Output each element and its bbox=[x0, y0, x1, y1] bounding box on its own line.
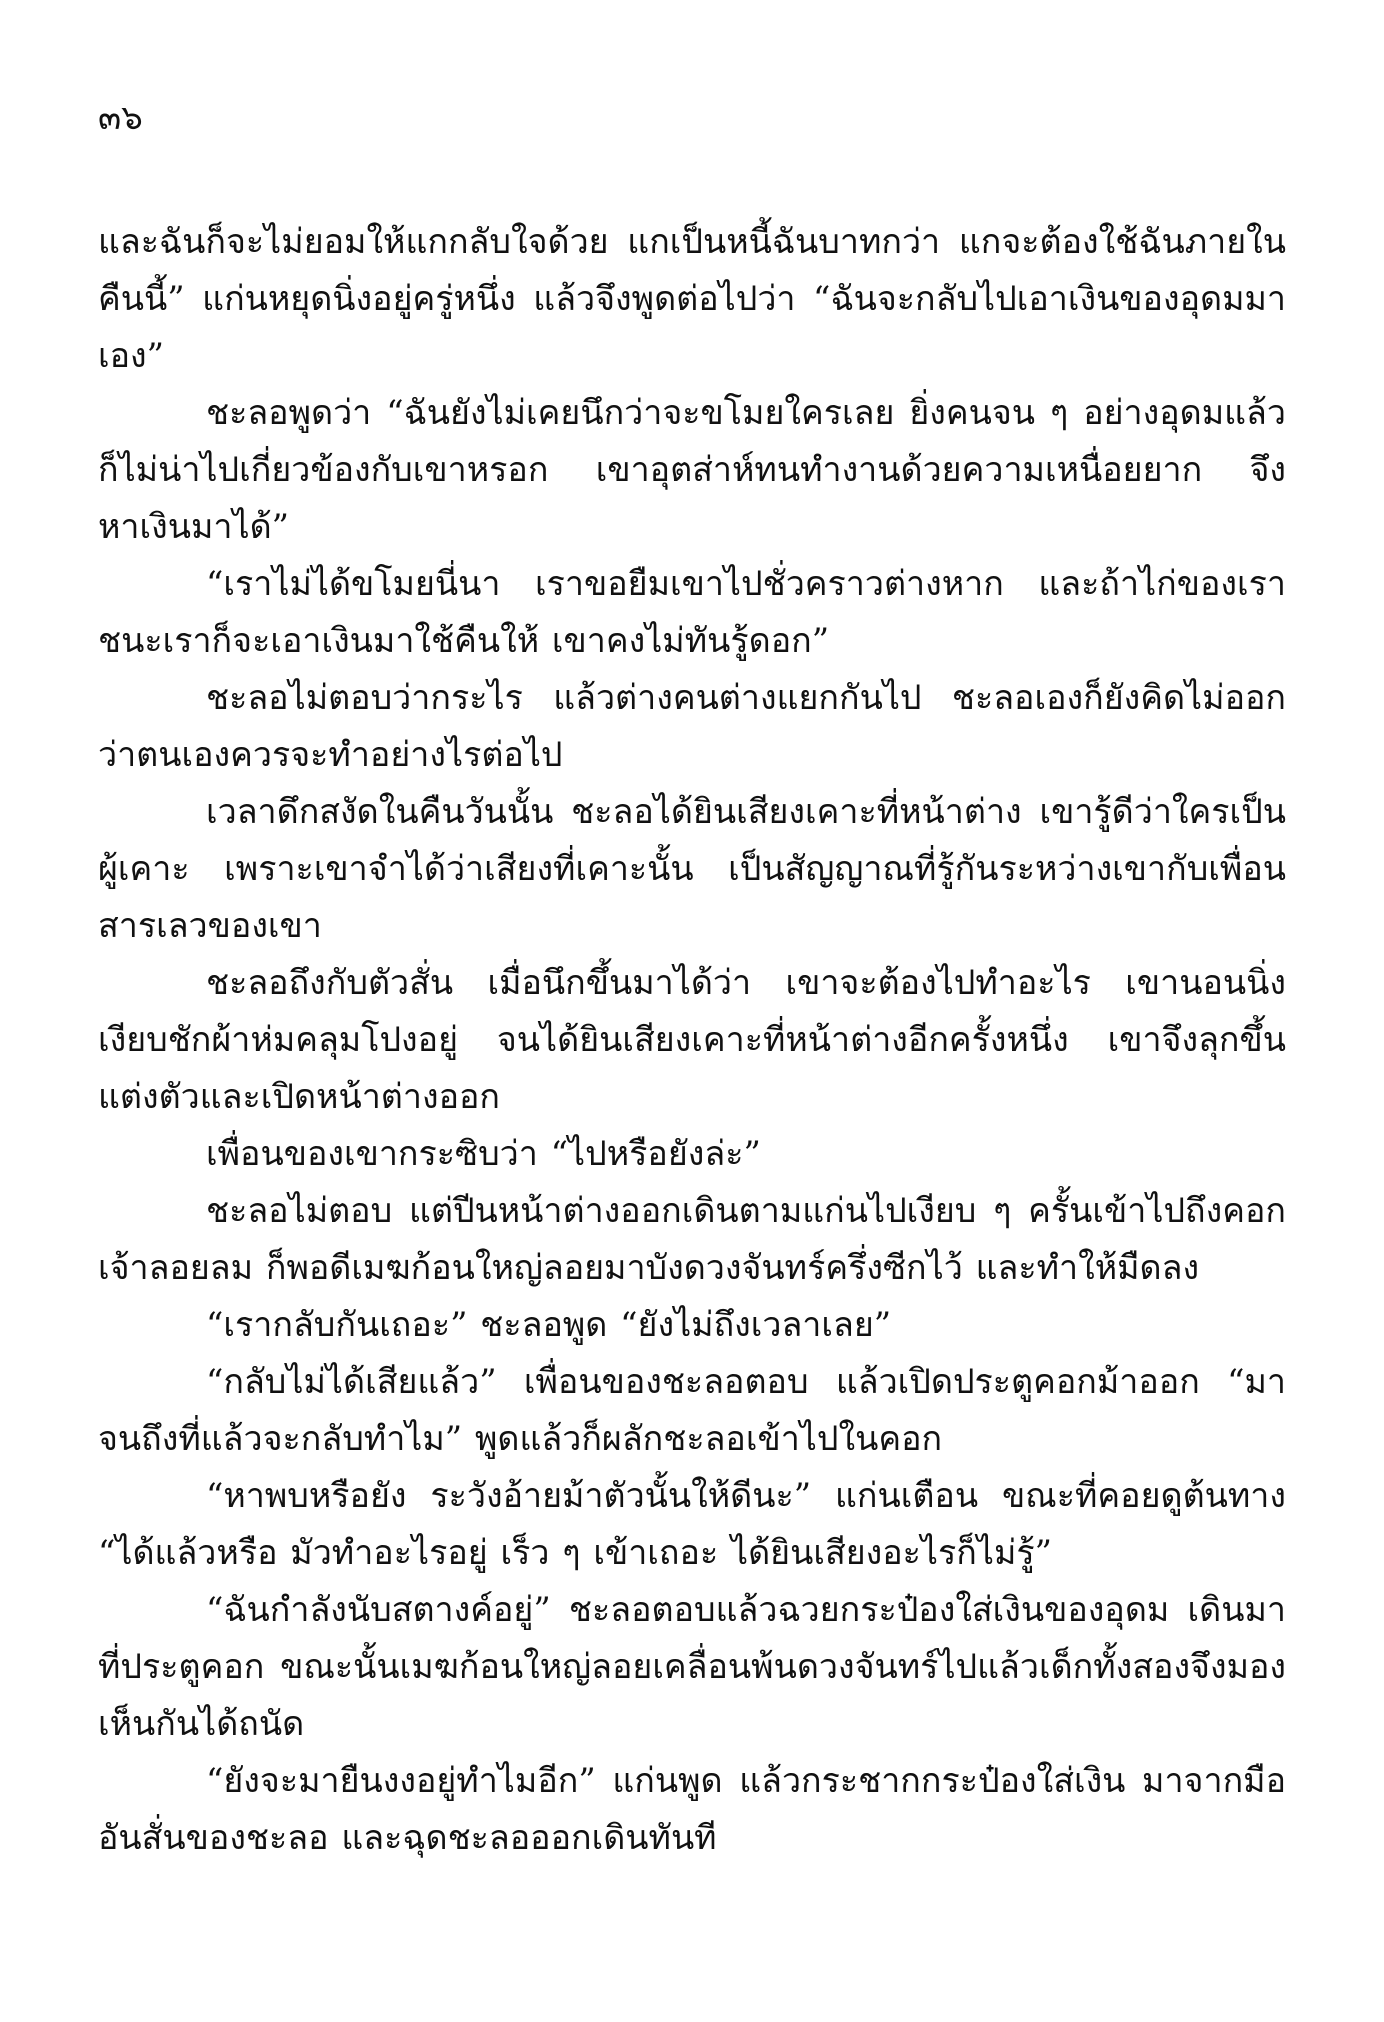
paragraph: ชะลอไม่ตอบว่ากระไร แล้วต่างคนต่างแยกกันไป ชะลอเองก็ยังคิดไม่ออกว่าตนเองควรจะทำอย่างไรต่อไป bbox=[98, 678, 1286, 775]
paragraph: ชะลอไม่ตอบ แต่ปีนหน้าต่างออกเดินตามแก่นไปเงียบ ๆ ครั้นเข้าไปถึงคอกเจ้าลอยลม ก็พอดีเมฆก้อนใหญ่ลอยมาบังดวงจันทร์ครึ่งซีกไว้ และทำให้มืดลง bbox=[98, 1191, 1286, 1288]
paragraph: เพื่อนของเขากระซิบว่า “ไปหรือยังล่ะ” bbox=[206, 1134, 761, 1174]
paragraph: “เราไม่ได้ขโมยนี่นา เราขอยืมเขาไปชั่วคราวต่างหาก และถ้าไก่ของเราชนะเราก็จะเอาเงินมาใช้คืนให้ เขาคงไม่ทันรู้ดอก” bbox=[98, 564, 1286, 661]
paragraph: “ฉันกำลังนับสตางค์อยู่” ชะลอตอบแล้วฉวยกระป๋องใส่เงินของอุดม เดินมาที่ประตูคอก ขณะนั้นเมฆก้อนใหญ่ลอยเคลื่อนพ้นดวงจันทร์ไปแล้วเด็กทั้งสองจึงมองเห็นกันได้ถนัด bbox=[98, 1590, 1286, 1744]
story-text bbox=[98, 214, 1286, 1867]
paragraph: “เรากลับกันเถอะ” ชะลอพูด “ยังไม่ถึงเวลาเลย” bbox=[206, 1305, 892, 1345]
paragraph: และฉันก็จะไม่ยอมให้แกกลับใจด้วย แกเป็นหนี้ฉันบาทกว่า แกจะต้องใช้ฉันภายในคืนนี้” แก่นหยุดนิ่งอยู่ครู่หนึ่ง แล้วจึงพูดต่อไปว่า “ฉันจะกลับไปเอาเงินของอุดมมาเอง” bbox=[98, 222, 1286, 376]
paragraph: “หาพบหรือยัง ระวังอ้ายม้าตัวนั้นให้ดีนะ” แก่นเตือน ขณะที่คอยดูต้นทาง “ได้แล้วหรือ มัวทำอะไรอยู่ เร็ว ๆ เข้าเถอะ ได้ยินเสียงอะไรก็ไม่รู้” bbox=[98, 1476, 1286, 1573]
paragraph: “ยังจะมายืนงงอยู่ทำไมอีก” แก่นพูด แล้วกระชากกระป๋องใส่เงิน มาจากมืออันสั่นของชะลอ และฉุดชะลอออกเดินทันที bbox=[98, 1761, 1286, 1858]
paragraph: ชะลอถึงกับตัวสั่น เมื่อนึกขึ้นมาได้ว่า เขาจะต้องไปทำอะไร เขานอนนิ่งเงียบชักผ้าห่มคลุมโปงอยู่ จนได้ยินเสียงเคาะที่หน้าต่างอีกครั้งหนึ่ง เขาจึงลุกขึ้นแต่งตัวและเปิดหน้าต่างออก bbox=[98, 963, 1286, 1117]
paragraph: ชะลอพูดว่า “ฉันยังไม่เคยนึกว่าจะขโมยใครเลย ยิ่งคนจน ๆ อย่างอุดมแล้วก็ไม่น่าไปเกี่ยวข้องกับเขาหรอก เขาอุตส่าห์ทนทำงานด้วยความเหนื่อยยาก จึงหาเงินมาได้” bbox=[98, 393, 1286, 547]
page-number: ๓๖ bbox=[98, 98, 143, 138]
paragraph: “กลับไม่ได้เสียแล้ว” เพื่อนของชะลอตอบ แล้วเปิดประตูคอกม้าออก “มาจนถึงที่แล้วจะกลับทำไม” พูดแล้วก็ผลักชะลอเข้าไปในคอก bbox=[98, 1362, 1286, 1459]
paragraph: เวลาดึกสงัดในคืนวันนั้น ชะลอได้ยินเสียงเคาะที่หน้าต่าง เขารู้ดีว่าใครเป็นผู้เคาะ เพราะเขาจำได้ว่าเสียงที่เคาะนั้น เป็นสัญญาณที่รู้กันระหว่างเขากับเพื่อนสารเลวของเขา bbox=[98, 792, 1286, 946]
